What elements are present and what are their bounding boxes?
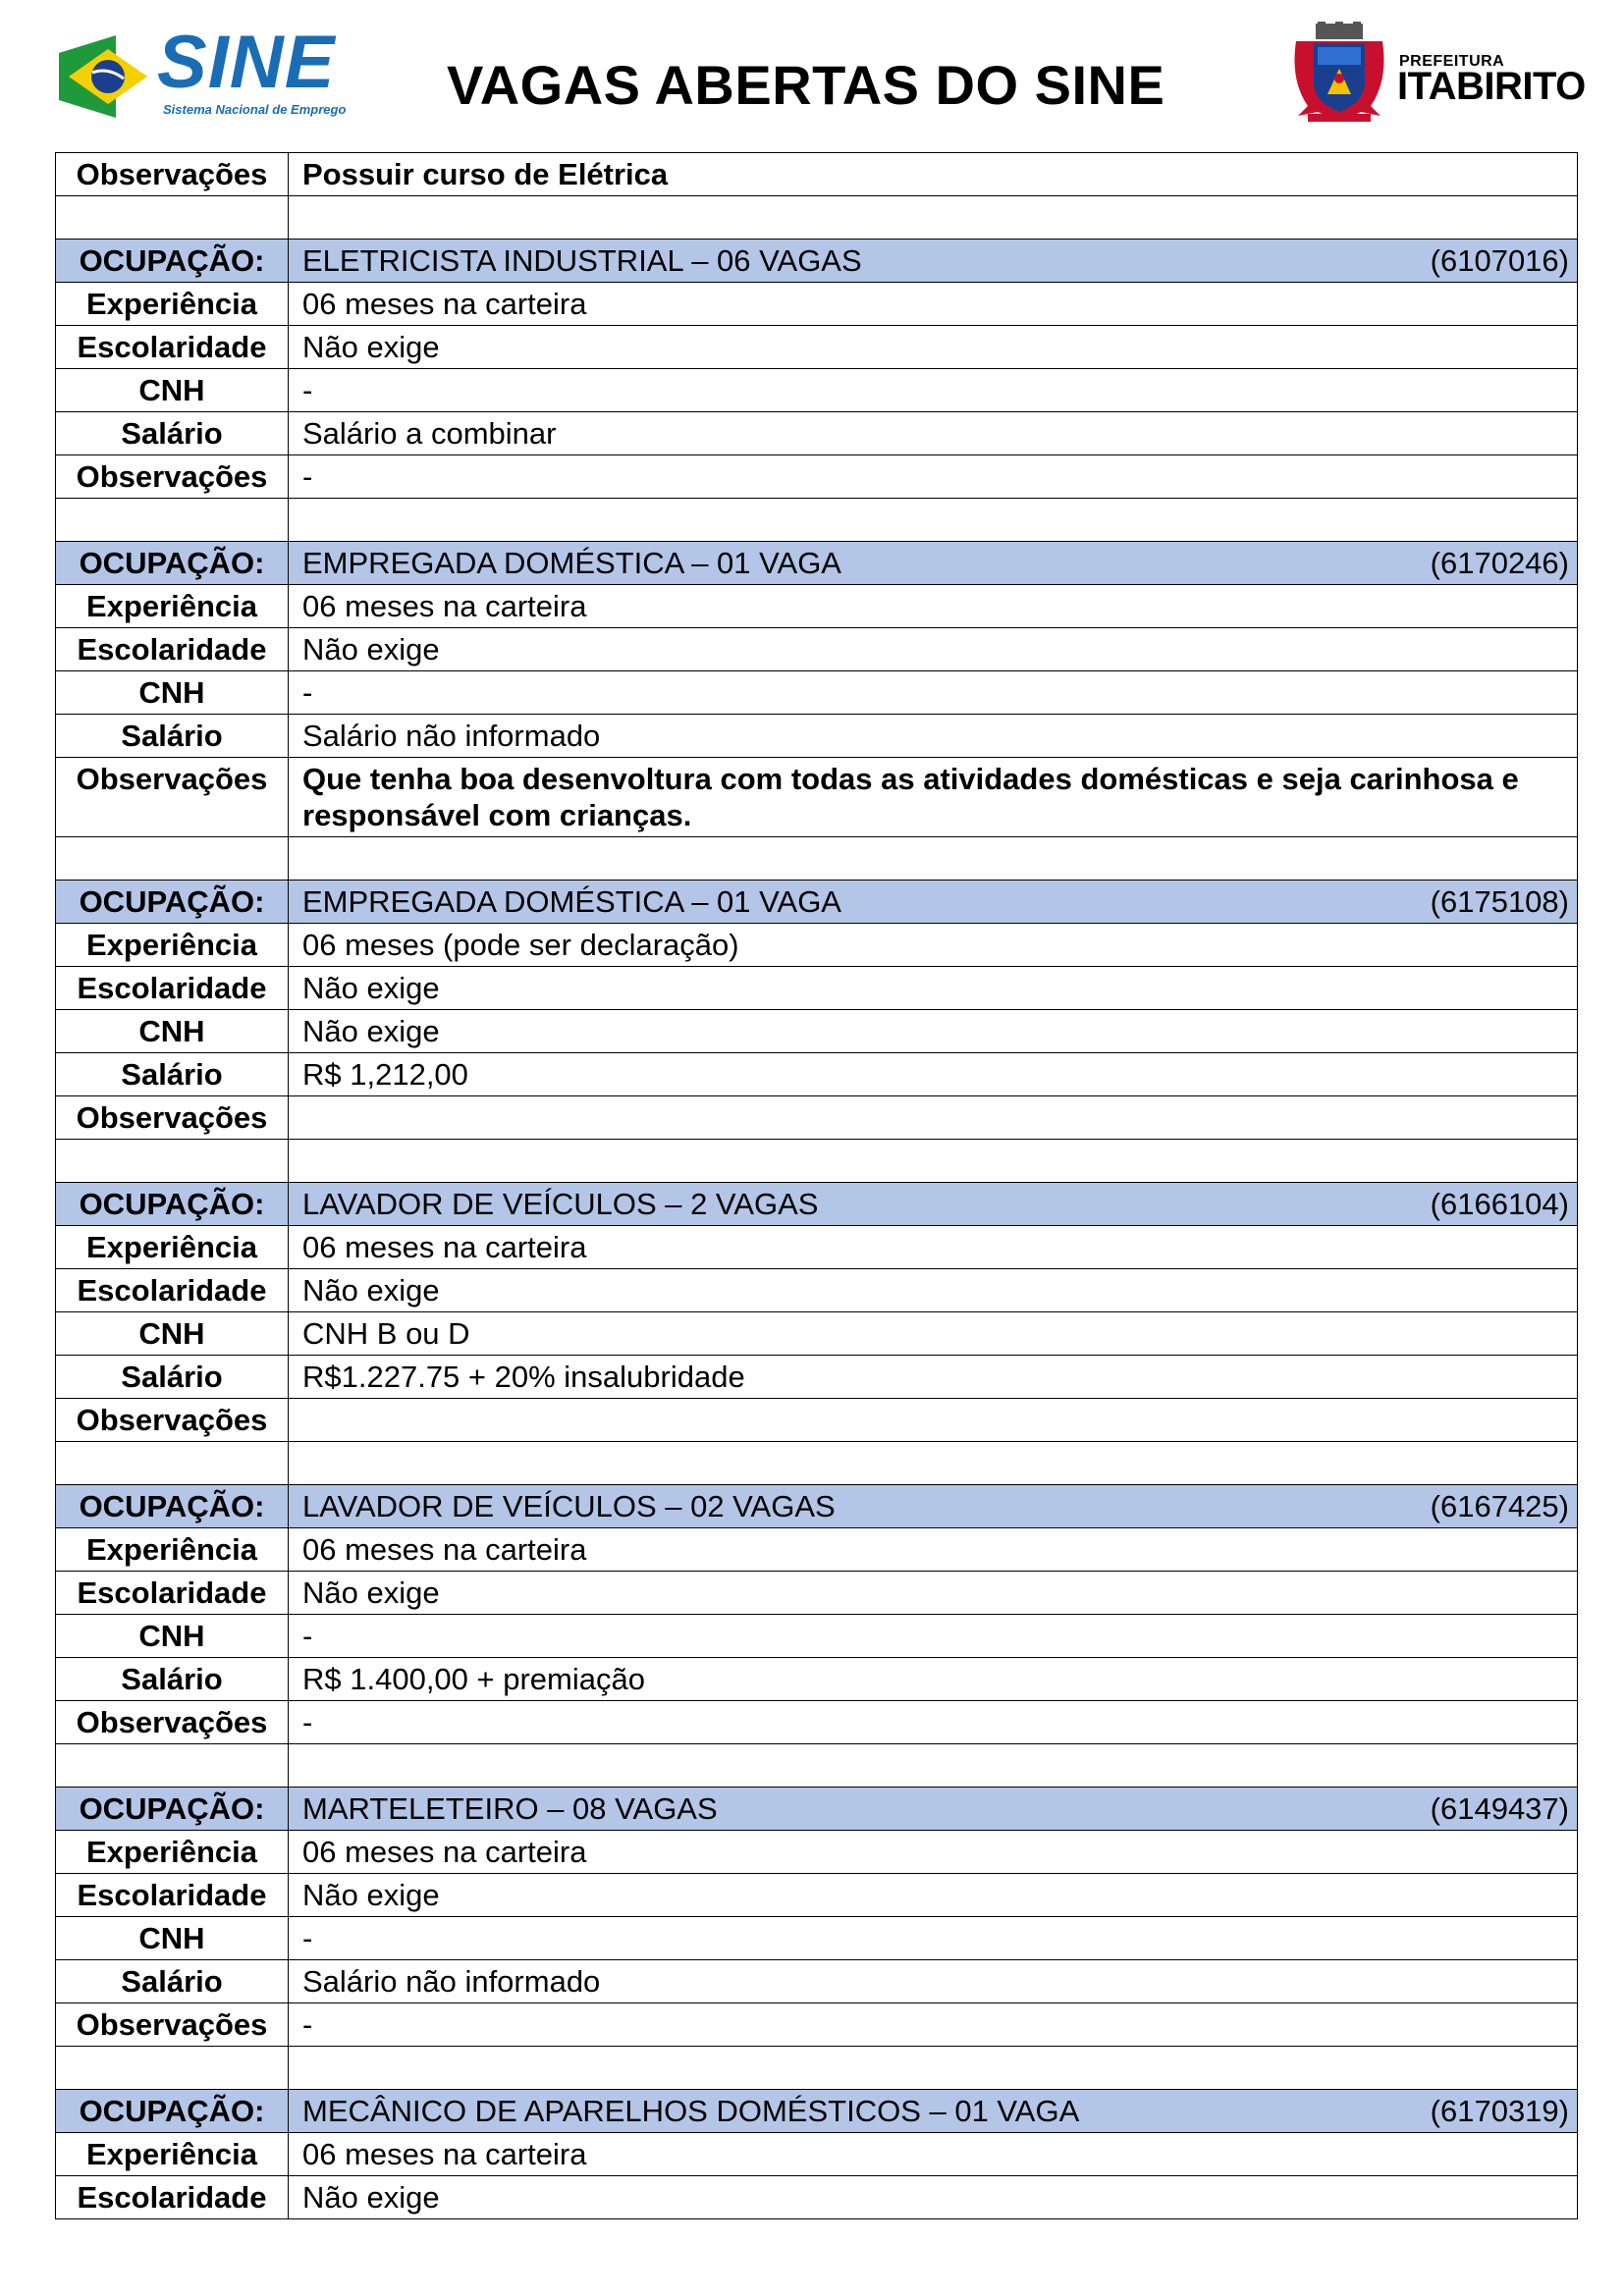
field-row-schooling: [56, 2176, 1578, 2219]
occupation-value: [289, 542, 1578, 585]
field-value: 06 meses na carteira: [289, 283, 1578, 326]
field-row-salary: [56, 1356, 1578, 1399]
field-label: CNH: [56, 369, 289, 412]
field-value: 06 meses na carteira: [289, 1528, 1578, 1572]
field-row-experience: [56, 2133, 1578, 2176]
spacer-cell: [56, 837, 289, 881]
occupation-code: (6170319): [1430, 2094, 1569, 2128]
field-row-notes: [56, 758, 1578, 837]
field-label: Observações: [56, 1096, 289, 1140]
field-label: Experiência: [56, 283, 289, 326]
field-row-schooling: [56, 967, 1578, 1010]
spacer-cell: [289, 499, 1578, 542]
field-label: Observações: [56, 1399, 289, 1442]
occupation-label: OCUPAÇÃO:: [56, 1788, 289, 1831]
sine-logo: [59, 21, 347, 126]
field-label: Escolaridade: [56, 326, 289, 369]
field-label: Salário: [56, 1053, 289, 1096]
field-row-license: [56, 1615, 1578, 1658]
page-header: [0, 0, 1624, 147]
field-value: 06 meses na carteira: [289, 1226, 1578, 1269]
spacer-cell: [56, 1744, 289, 1788]
occupation-value: [289, 1183, 1578, 1226]
field-row-notes: [56, 1399, 1578, 1442]
field-value: Não exige: [289, 2176, 1578, 2219]
field-label: CNH: [56, 1615, 289, 1658]
field-value: Salário não informado: [289, 1960, 1578, 2003]
field-label: Escolaridade: [56, 628, 289, 671]
field-value: Salário a combinar: [289, 412, 1578, 455]
occupation-code: (6175108): [1430, 884, 1569, 919]
field-label: Escolaridade: [56, 1572, 289, 1615]
field-label: Escolaridade: [56, 967, 289, 1010]
occupation-code: (6170246): [1430, 546, 1569, 580]
page-title: VAGAS ABERTAS DO SINE: [447, 54, 1165, 116]
sine-subtitle: Sistema Nacional de Emprego: [163, 102, 347, 117]
field-label: Experiência: [56, 1831, 289, 1874]
occupation-code: (6107016): [1430, 243, 1569, 278]
field-value: 06 meses (pode ser declaração): [289, 924, 1578, 967]
field-label: CNH: [56, 1010, 289, 1053]
spacer-row: [56, 2047, 1578, 2090]
field-row-license: [56, 1010, 1578, 1053]
field-value: Não exige: [289, 1269, 1578, 1312]
spacer-cell: [289, 837, 1578, 881]
occupation-row: [56, 1485, 1578, 1528]
spacer-row: [56, 837, 1578, 881]
field-label: Observações: [56, 2003, 289, 2047]
field-value: -: [289, 2003, 1578, 2047]
occupation-value: [289, 240, 1578, 283]
field-row-salary: [56, 715, 1578, 758]
spacer-cell: [289, 2047, 1578, 2090]
field-row-notes: [56, 455, 1578, 499]
field-row-experience: [56, 1226, 1578, 1269]
field-label: CNH: [56, 671, 289, 715]
field-label: Observações: [56, 1701, 289, 1744]
field-row-license: [56, 671, 1578, 715]
field-value: [289, 1096, 1578, 1140]
spacer-cell: [56, 2047, 289, 2090]
field-value: -: [289, 455, 1578, 499]
job-listings-table: [55, 152, 1578, 2219]
field-label: Experiência: [56, 1528, 289, 1572]
occupation-value: [289, 1788, 1578, 1831]
field-label: Salário: [56, 412, 289, 455]
field-label: Experiência: [56, 2133, 289, 2176]
occupation-value: [289, 1485, 1578, 1528]
spacer-row: [56, 499, 1578, 542]
occupation-title: ELETRICISTA INDUSTRIAL – 06 VAGAS: [302, 243, 862, 278]
field-row-salary: [56, 1658, 1578, 1701]
brazil-flag-icon: [59, 35, 149, 118]
field-value: CNH B ou D: [289, 1312, 1578, 1356]
occupation-title: EMPREGADA DOMÉSTICA – 01 VAGA: [302, 546, 841, 580]
occupation-title: EMPREGADA DOMÉSTICA – 01 VAGA: [302, 884, 841, 919]
spacer-row: [56, 1744, 1578, 1788]
field-label: Salário: [56, 1658, 289, 1701]
occupation-row: [56, 240, 1578, 283]
occupation-code: (6166104): [1430, 1187, 1569, 1221]
spacer-cell: [56, 499, 289, 542]
occupation-title: LAVADOR DE VEÍCULOS – 02 VAGAS: [302, 1489, 836, 1523]
field-value: Possuir curso de Elétrica: [289, 153, 1578, 196]
occupation-row: [56, 881, 1578, 924]
city-name: ITABIRITO: [1397, 65, 1586, 108]
field-value: R$1.227.75 + 20% insalubridade: [289, 1356, 1578, 1399]
field-row-notes: [56, 1701, 1578, 1744]
field-value: 06 meses na carteira: [289, 2133, 1578, 2176]
spacer-cell: [289, 1442, 1578, 1485]
field-value: Salário não informado: [289, 715, 1578, 758]
field-label: CNH: [56, 1917, 289, 1960]
occupation-label: OCUPAÇÃO:: [56, 2090, 289, 2133]
occupation-label: OCUPAÇÃO:: [56, 240, 289, 283]
field-value: Que tenha boa desenvoltura com todas as atividades domésticas e seja carinhosa e responsável com crianças.: [289, 758, 1578, 837]
occupation-row: [56, 1183, 1578, 1226]
occupation-value: [289, 881, 1578, 924]
field-row-license: [56, 1917, 1578, 1960]
field-label: Escolaridade: [56, 1269, 289, 1312]
spacer-cell: [56, 196, 289, 240]
occupation-title: MARTELETEIRO – 08 VAGAS: [302, 1791, 718, 1826]
occupation-code: (6167425): [1430, 1489, 1569, 1523]
occupation-row: [56, 2090, 1578, 2133]
field-row-experience: [56, 1528, 1578, 1572]
field-value: R$ 1,212,00: [289, 1053, 1578, 1096]
field-value: Não exige: [289, 967, 1578, 1010]
field-value: Não exige: [289, 1572, 1578, 1615]
field-value: Não exige: [289, 326, 1578, 369]
field-label: CNH: [56, 1312, 289, 1356]
field-row-schooling: [56, 1572, 1578, 1615]
occupation-row: [56, 542, 1578, 585]
field-row-notes: [56, 2003, 1578, 2047]
prefeitura-logo: [1288, 22, 1586, 130]
field-row-schooling: [56, 1269, 1578, 1312]
field-row-schooling: [56, 628, 1578, 671]
field-value: -: [289, 1917, 1578, 1960]
spacer-cell: [56, 1140, 289, 1183]
field-value: 06 meses na carteira: [289, 1831, 1578, 1874]
city-coat-of-arms-icon: [1288, 22, 1390, 124]
spacer-row: [56, 196, 1578, 240]
intro-notes-row: [56, 153, 1578, 196]
occupation-label: OCUPAÇÃO:: [56, 1485, 289, 1528]
sine-brand-text: SINE: [157, 21, 336, 104]
occupation-label: OCUPAÇÃO:: [56, 881, 289, 924]
field-row-experience: [56, 585, 1578, 628]
field-label: Observações: [56, 455, 289, 499]
field-row-salary: [56, 1960, 1578, 2003]
job-listings-body: [56, 153, 1578, 2219]
occupation-value: [289, 2090, 1578, 2133]
field-value: -: [289, 369, 1578, 412]
field-label: Experiência: [56, 1226, 289, 1269]
field-label: Escolaridade: [56, 1874, 289, 1917]
spacer-cell: [56, 1442, 289, 1485]
field-label: Salário: [56, 1960, 289, 2003]
field-row-notes: [56, 1096, 1578, 1140]
occupation-title: MECÂNICO DE APARELHOS DOMÉSTICOS – 01 VAGA: [302, 2094, 1080, 2128]
occupation-title: LAVADOR DE VEÍCULOS – 2 VAGAS: [302, 1187, 819, 1221]
field-row-experience: [56, 283, 1578, 326]
field-row-schooling: [56, 1874, 1578, 1917]
field-row-salary: [56, 412, 1578, 455]
spacer-cell: [289, 196, 1578, 240]
field-value: Não exige: [289, 1010, 1578, 1053]
field-value: -: [289, 1615, 1578, 1658]
field-value: Não exige: [289, 628, 1578, 671]
field-value: Não exige: [289, 1874, 1578, 1917]
spacer-row: [56, 1140, 1578, 1183]
occupation-label: OCUPAÇÃO:: [56, 1183, 289, 1226]
spacer-cell: [289, 1140, 1578, 1183]
field-value: [289, 1399, 1578, 1442]
occupation-label: OCUPAÇÃO:: [56, 542, 289, 585]
prefeitura-label: PREFEITURA: [1399, 53, 1505, 70]
field-row-license: [56, 1312, 1578, 1356]
field-row-salary: [56, 1053, 1578, 1096]
field-row-experience: [56, 924, 1578, 967]
occupation-code: (6149437): [1430, 1791, 1569, 1826]
field-label: Experiência: [56, 924, 289, 967]
field-value: 06 meses na carteira: [289, 585, 1578, 628]
field-label: Salário: [56, 1356, 289, 1399]
occupation-row: [56, 1788, 1578, 1831]
field-label: Escolaridade: [56, 2176, 289, 2219]
spacer-cell: [289, 1744, 1578, 1788]
field-row-schooling: [56, 326, 1578, 369]
field-value: R$ 1.400,00 + premiação: [289, 1658, 1578, 1701]
field-label: Experiência: [56, 585, 289, 628]
field-label: Salário: [56, 715, 289, 758]
field-row-experience: [56, 1831, 1578, 1874]
field-label: Observações: [56, 758, 289, 837]
field-value: -: [289, 1701, 1578, 1744]
field-value: -: [289, 671, 1578, 715]
spacer-row: [56, 1442, 1578, 1485]
field-row-license: [56, 369, 1578, 412]
field-label: Observações: [56, 153, 289, 196]
